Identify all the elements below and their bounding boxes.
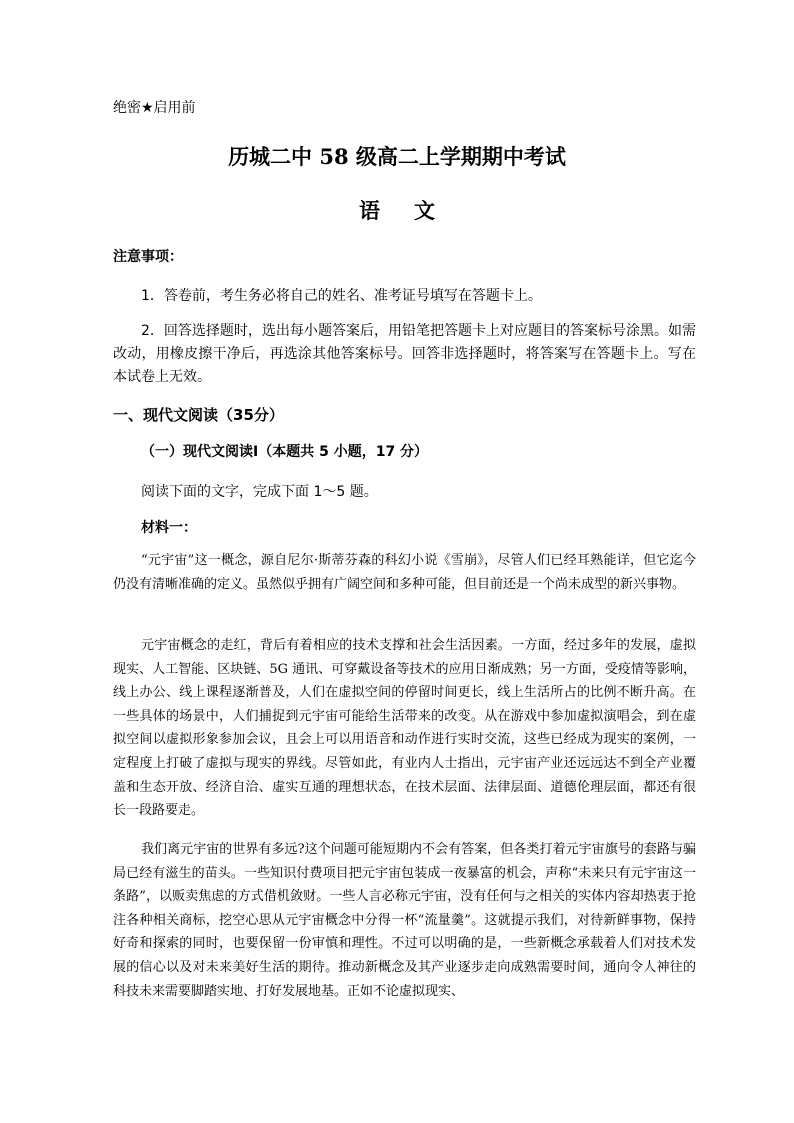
reading-instruction: 阅读下面的文字，完成下面 1～5 题。 (141, 484, 378, 500)
exam-title: 历城二中 58 级高二上学期期中考试 (228, 144, 566, 169)
subject-title: 语文 (359, 198, 469, 223)
material-paragraph-3: 我们离元宇宙的世界有多远?这个问题可能短期内不会有答案，但各类打着元宇宙旗号的套路与骗局已经有滋生的苗头。一些知识付费项目把元宇宙包装成一夜暴富的机会，声称“未来只有元宇宙这一条路”，以贩卖焦虑的方式借机敛财。一些人言必称元宇宙，没有任何与之相关的实体内容却热衷于抢注各种相关商标，挖空心思从元宇宙概念中分得一杯“流量羹”。这就提示我们，对待新鲜事物，保持好奇和探索的同时，也要保留一份审慎和理性。不过可以明确的是，一些新概念承载着人们对技术发展的信心以及对未来美好生活的期待。推动新概念及其产业逐步走向成熟需要时间，通向令人神往的科技未来需要脚踏实地、打好发展地基。正如不论虚拟现实、 (113, 842, 696, 999)
notice-item-1: 1．答卷前，考生务必将自己的姓名、准考证号填写在答题卡上。 (141, 288, 542, 304)
section-heading: 一、现代文阅读（35分） (113, 406, 284, 424)
material-paragraph-2: 元宇宙概念的走红，背后有着相应的技术支撑和社会生活因素。一方面，经过多年的发展，虚拟现实、人工智能、区块链、5G 通讯、可穿戴设备等技术的应用日渐成熟；另一方面，受疫情等影响，线上办公、线上课程逐渐普及，人们在虚拟空间的停留时间更长，线上生活所占的比例不断升高。在一些具体的场景中，人们捕捉到元宇宙可能给生活带来的改变。从在游戏中参加虚拟演唱会，到在虚拟空间以虚拟形象参加会议，且会上可以用语音和动作进行实时交流，这些已经成为现实的案例，一定程度上打破了虚拟与现实的界线。尽管如此，有业内人士指出，元宇宙产业还远远达不到全产业覆盖和生态开放、经济自洽、虚实互通的理想状态，在技术层面、法律层面、道德伦理层面，都还有很长一段路要走。 (113, 638, 696, 819)
material-paragraph-1: “元宇宙”这一概念，源自尼尔·斯蒂芬森的科幻小说《雪崩》，尽管人们已经耳熟能详，但它迄今仍没有清晰准确的定义。虽然似乎拥有广阔空间和多种可能，但目前还是一个尚未成型的新兴事物。 (113, 553, 696, 592)
notice-heading: 注意事项： (113, 249, 183, 265)
notice-item-2: 2．回答选择题时，选出每小题答案后，用铅笔把答题卡上对应题目的答案标号涂黑。如需改动，用橡皮擦干净后，再选涂其他答案标号。回答非选择题时，将答案写在答题卡上。写在本试卷上无效。 (113, 323, 696, 385)
confidential-mark: 绝密★启用前 (113, 100, 196, 116)
material-label: 材料一： (141, 520, 197, 536)
subsection-heading: （一）现代文阅读Ⅰ（本题共 5 小题，17 分） (141, 444, 429, 460)
